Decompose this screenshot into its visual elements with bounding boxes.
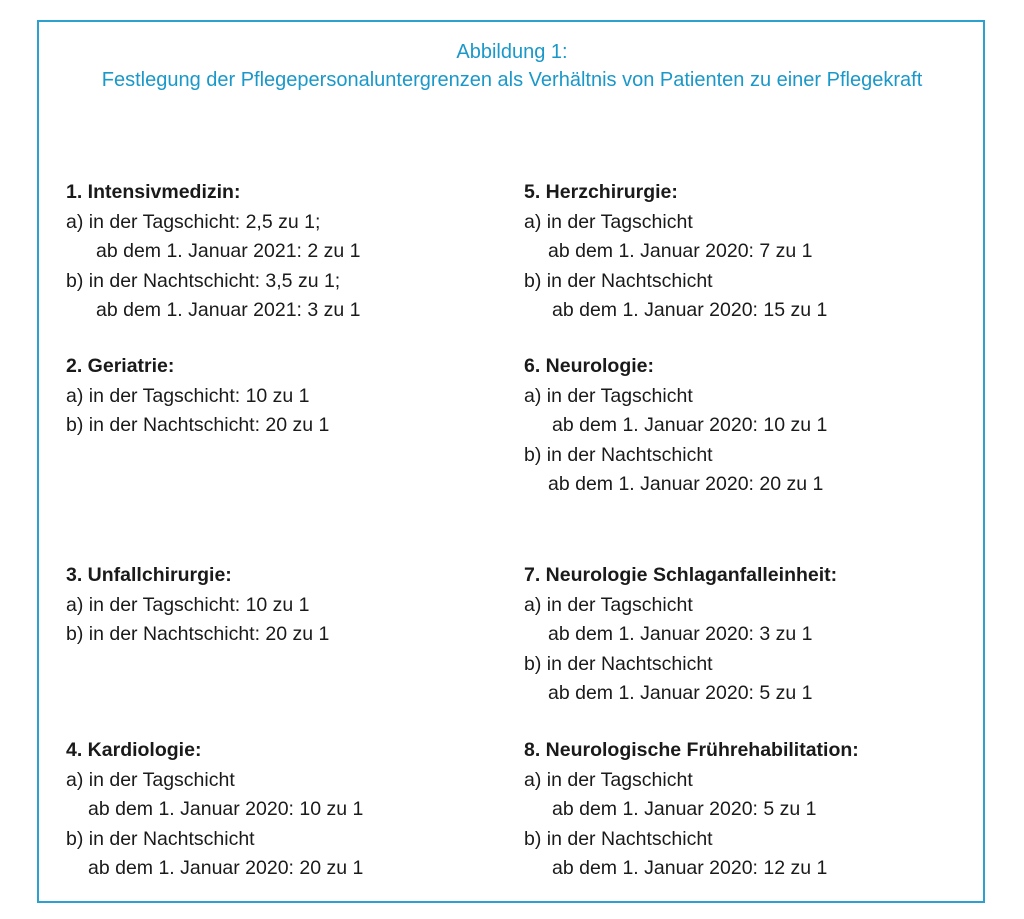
section-herzchirurgie (524, 178, 944, 326)
rule-line: b) in der Nachtschicht: 3,5 zu 1; (66, 269, 341, 292)
section-kardiologie (66, 736, 486, 884)
rule-line: ab dem 1. Januar 2021: 2 zu 1 (96, 240, 361, 262)
section-heading: 5. Herzchirurgie: (524, 181, 678, 203)
rule-line: a) in der Tagschicht: 2,5 zu 1; (66, 210, 321, 233)
section-heading: 1. Intensivmedizin: (66, 181, 241, 203)
section-geriatrie (66, 352, 486, 441)
rule-line: a) in der Tagschicht (66, 768, 235, 791)
rule-line: a) in der Tagschicht (524, 210, 693, 233)
rule-line: ab dem 1. Januar 2020: 20 zu 1 (88, 857, 364, 879)
section-neurologie (524, 352, 944, 500)
rule-line: b) in der Nachtschicht: 20 zu 1 (66, 623, 330, 645)
rule-line: b) in der Nachtschicht (524, 827, 713, 850)
rule-line: ab dem 1. Januar 2020: 3 zu 1 (548, 623, 813, 645)
section-heading: 4. Kardiologie: (66, 739, 202, 761)
rule-line: ab dem 1. Januar 2020: 5 zu 1 (552, 798, 817, 820)
rule-line: ab dem 1. Januar 2020: 15 zu 1 (552, 299, 828, 321)
figure-title: Festlegung der Pflegepersonaluntergrenzen als Verhältnis von Patienten zu einer Pflegekraft (101, 69, 923, 91)
section-intensivmedizin (66, 178, 486, 326)
rule-line: b) in der Nachtschicht (524, 652, 713, 675)
rule-line: a) in der Tagschicht (524, 768, 693, 791)
figure-label: Abbildung 1: (456, 41, 568, 63)
rule-line: a) in der Tagschicht (524, 384, 693, 407)
rule-line: a) in der Tagschicht: 10 zu 1 (66, 593, 310, 616)
rule-line: b) in der Nachtschicht (524, 269, 713, 292)
rule-line: b) in der Nachtschicht: 20 zu 1 (66, 414, 330, 436)
section-heading: 6. Neurologie: (524, 355, 655, 377)
rule-line: b) in der Nachtschicht (524, 443, 713, 466)
section-neurologie-schlaganfalleinheit (524, 561, 944, 709)
rule-line: a) in der Tagschicht: 10 zu 1 (66, 384, 310, 407)
rule-line: ab dem 1. Januar 2021: 3 zu 1 (96, 299, 361, 321)
rule-line: ab dem 1. Januar 2020: 10 zu 1 (88, 798, 364, 820)
section-heading: 7. Neurologie Schlaganfalleinheit: (524, 564, 838, 586)
section-unfallchirurgie (66, 561, 486, 650)
rule-line: ab dem 1. Januar 2020: 12 zu 1 (552, 857, 828, 879)
rule-line: b) in der Nachtschicht (66, 827, 255, 850)
section-heading: 8. Neurologische Frührehabilitation: (524, 739, 859, 761)
rule-line: ab dem 1. Januar 2020: 20 zu 1 (548, 473, 824, 495)
rule-line: ab dem 1. Januar 2020: 5 zu 1 (548, 682, 813, 704)
section-heading: 3. Unfallchirurgie: (66, 564, 232, 586)
section-neurologische-fruehrehabilitation (524, 736, 944, 884)
rule-line: ab dem 1. Januar 2020: 10 zu 1 (552, 414, 828, 436)
rule-line: a) in der Tagschicht (524, 593, 693, 616)
rule-line: ab dem 1. Januar 2020: 7 zu 1 (548, 240, 813, 262)
section-heading: 2. Geriatrie: (66, 355, 175, 377)
